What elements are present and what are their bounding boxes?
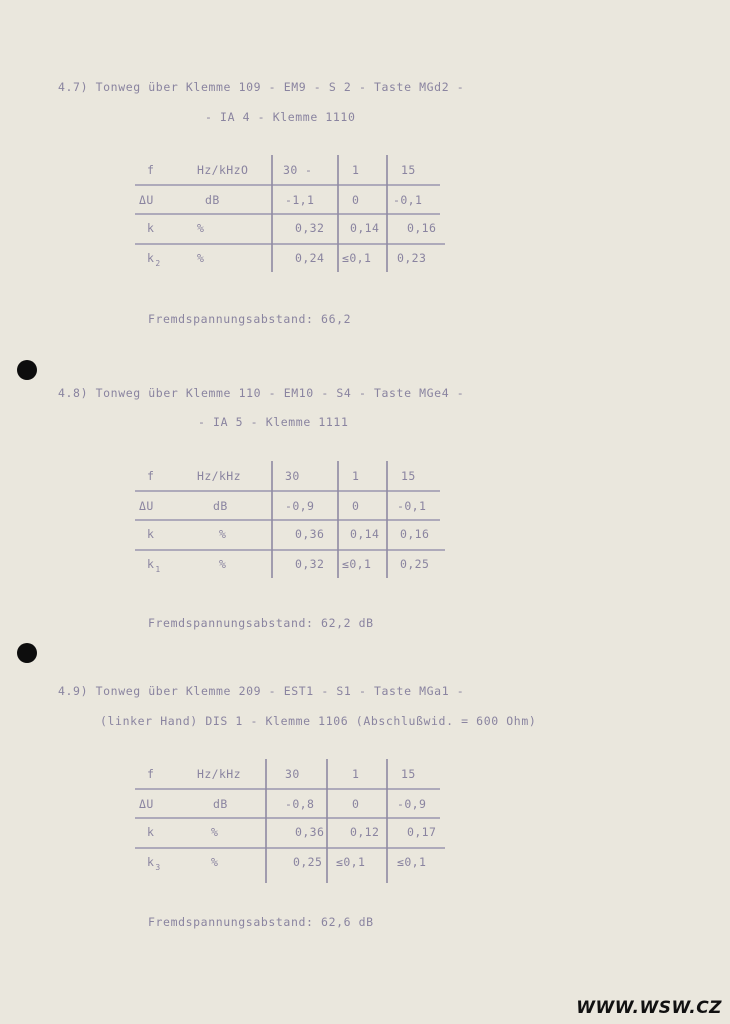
measurement-table bbox=[135, 155, 455, 275]
row-label-subscript: 3 bbox=[155, 863, 161, 872]
section-subheading: - IA 5 - Klemme 1111 bbox=[198, 415, 349, 429]
header-30: 30 bbox=[285, 469, 300, 483]
row-label: k bbox=[147, 527, 155, 541]
row-unit: % bbox=[219, 527, 227, 541]
table-rule bbox=[135, 213, 440, 215]
section-heading: 4.7) Tonweg über Klemme 109 - EM9 - S 2 - Taste MGd2 - bbox=[58, 80, 465, 94]
site-watermark: WWW.WSW.CZ bbox=[576, 998, 722, 1018]
row-label: $k_2$ bbox=[147, 251, 161, 268]
row-unit: % bbox=[219, 557, 227, 571]
row-unit: dB bbox=[213, 797, 228, 811]
value-1: ≤0,1 bbox=[342, 557, 372, 571]
value-30: 0,36 bbox=[295, 825, 325, 839]
value-30: 0,32 bbox=[295, 221, 325, 235]
row-label: ΔU bbox=[139, 499, 154, 513]
table-rule bbox=[135, 519, 440, 521]
value-1: 0,12 bbox=[350, 825, 380, 839]
value-30: 0,32 bbox=[295, 557, 325, 571]
table-divider bbox=[386, 461, 388, 578]
header-30: 30 bbox=[285, 767, 300, 781]
value-30: 0,24 bbox=[295, 251, 325, 265]
header-1: 1 bbox=[352, 767, 360, 781]
header-f: f bbox=[147, 469, 155, 483]
row-label: $k_3$ bbox=[147, 855, 161, 872]
table-divider bbox=[271, 155, 273, 272]
header-15: 15 bbox=[401, 767, 416, 781]
header-15: 15 bbox=[401, 469, 416, 483]
header-1: 1 bbox=[352, 163, 360, 177]
punch-hole-bottom bbox=[17, 643, 37, 663]
value-30: 0,25 bbox=[293, 855, 323, 869]
value-1: 0,14 bbox=[350, 221, 380, 235]
value-30: 0,36 bbox=[295, 527, 325, 541]
table-divider bbox=[386, 759, 388, 883]
value-1: 0 bbox=[352, 499, 360, 513]
row-label: ΔU bbox=[139, 193, 154, 207]
punch-hole-top bbox=[17, 360, 37, 380]
value-30: -0,9 bbox=[285, 499, 315, 513]
table-rule bbox=[135, 847, 445, 849]
row-label: k bbox=[147, 825, 155, 839]
value-15: 0,25 bbox=[400, 557, 430, 571]
header-f: f bbox=[147, 163, 155, 177]
row-label-subscript: 1 bbox=[155, 565, 161, 574]
value-15: -0,1 bbox=[393, 193, 423, 207]
table-divider bbox=[265, 759, 267, 883]
table-divider bbox=[337, 155, 339, 272]
section-subheading: (linker Hand) DIS 1 - Klemme 1106 (Abschlußwid. = 600 Ohm) bbox=[100, 714, 537, 728]
value-15: 0,16 bbox=[400, 527, 430, 541]
header-1: 1 bbox=[352, 469, 360, 483]
row-label-subscript: 2 bbox=[155, 259, 161, 268]
table-rule bbox=[135, 788, 440, 790]
table-divider bbox=[386, 155, 388, 272]
row-unit: % bbox=[211, 825, 219, 839]
table-divider bbox=[271, 461, 273, 578]
row-unit: % bbox=[197, 251, 205, 265]
header-unit: Hz/kHz bbox=[197, 767, 241, 781]
section-footer: Fremdspannungsabstand: 62,2 dB bbox=[148, 616, 374, 630]
row-label: $k_1$ bbox=[147, 557, 161, 574]
value-15: 0,17 bbox=[407, 825, 437, 839]
value-1: ≤0,1 bbox=[336, 855, 366, 869]
value-15: ≤0,1 bbox=[397, 855, 427, 869]
section-footer: Fremdspannungsabstand: 62,6 dB bbox=[148, 915, 374, 929]
row-unit: dB bbox=[213, 499, 228, 513]
value-30: -1,1 bbox=[285, 193, 315, 207]
table-divider bbox=[326, 759, 328, 883]
measurement-table bbox=[135, 461, 455, 581]
table-divider bbox=[337, 461, 339, 578]
table-rule bbox=[135, 549, 445, 551]
value-1: 0 bbox=[352, 193, 360, 207]
row-unit: % bbox=[197, 221, 205, 235]
row-label: k bbox=[147, 221, 155, 235]
table-rule bbox=[135, 817, 440, 819]
value-15: 0,23 bbox=[397, 251, 427, 265]
header-15: 15 bbox=[401, 163, 416, 177]
value-15: -0,9 bbox=[397, 797, 427, 811]
row-label: ΔU bbox=[139, 797, 154, 811]
section-footer: Fremdspannungsabstand: 66,2 bbox=[148, 312, 352, 326]
value-30: -0,8 bbox=[285, 797, 315, 811]
value-1: 0 bbox=[352, 797, 360, 811]
section-heading: 4.8) Tonweg über Klemme 110 - EM10 - S4 - Taste MGe4 - bbox=[58, 386, 465, 400]
table-rule bbox=[135, 490, 440, 492]
section-subheading: - IA 4 - Klemme 1110 bbox=[205, 110, 356, 124]
row-unit: dB bbox=[205, 193, 220, 207]
value-1: 0,14 bbox=[350, 527, 380, 541]
row-unit: % bbox=[211, 855, 219, 869]
table-rule bbox=[135, 184, 440, 186]
value-15: 0,16 bbox=[407, 221, 437, 235]
measurement-table bbox=[135, 759, 455, 879]
header-unit: Hz/kHzO bbox=[197, 163, 249, 177]
header-f: f bbox=[147, 767, 155, 781]
table-rule bbox=[135, 243, 445, 245]
header-30: 30 - bbox=[283, 163, 313, 177]
value-15: -0,1 bbox=[397, 499, 427, 513]
value-1: ≤0,1 bbox=[342, 251, 372, 265]
section-heading: 4.9) Tonweg über Klemme 209 - EST1 - S1 - Taste MGa1 - bbox=[58, 684, 465, 698]
header-unit: Hz/kHz bbox=[197, 469, 241, 483]
